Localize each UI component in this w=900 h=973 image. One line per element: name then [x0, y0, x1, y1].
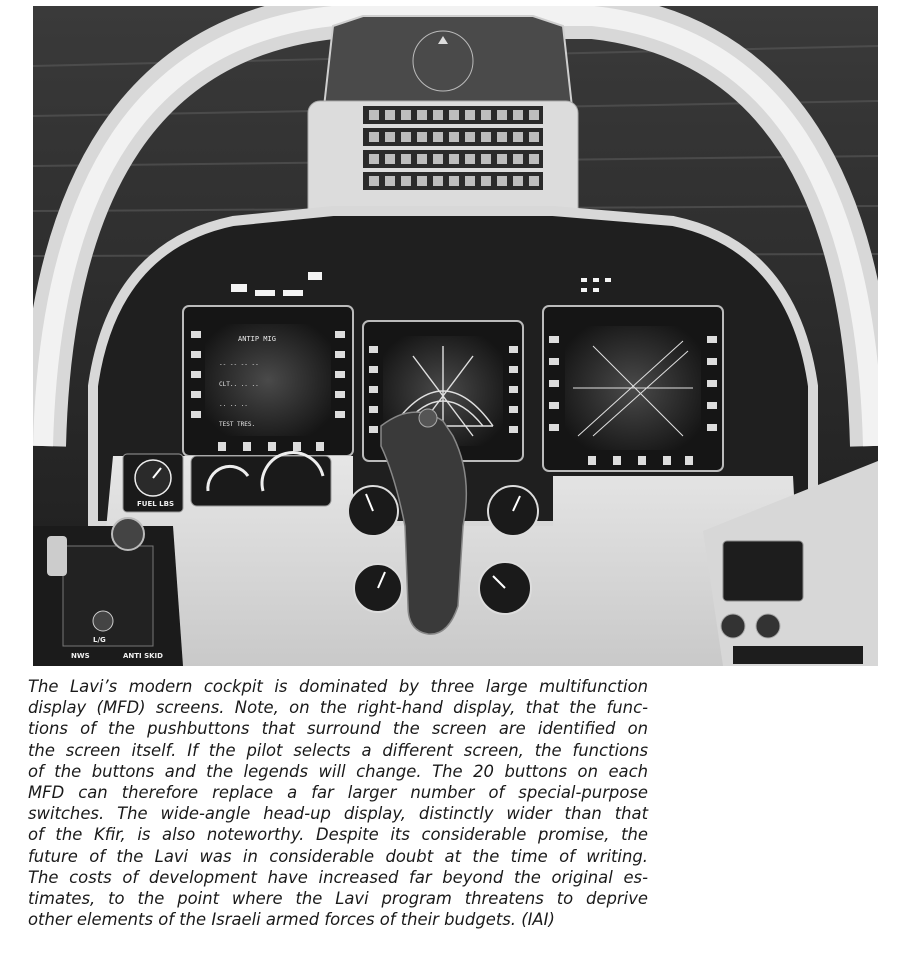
anti-skid-label: ANTI SKID — [123, 652, 163, 660]
caption-line: of the buttons and the legends will change. The 20 buttons on each — [28, 761, 648, 781]
caption-line: The costs of development have increased far beyond the original es- — [28, 867, 648, 887]
caption-line: display (MFD) screens. Note, on the right-hand display, that the func- — [28, 698, 648, 718]
svg-text:.. .. ..: .. .. .. — [219, 401, 248, 408]
caption-line: timates, to the point where the Lavi program threatens to deprive — [28, 889, 648, 909]
svg-text:-- -- -- --: -- -- -- -- — [219, 361, 259, 368]
caption-line: the screen itself. If the pilot selects a different screen, the functions — [28, 740, 648, 760]
nws-label: NWS — [71, 652, 90, 660]
cockpit-photo — [33, 6, 878, 666]
figure-caption — [28, 676, 648, 930]
svg-text:ANTIP MIG: ANTIP MIG — [238, 335, 276, 343]
cockpit-illustration — [33, 6, 878, 666]
caption-line: tions of the pushbuttons that surround the screen are identified on — [28, 719, 648, 739]
lg-label: L/G — [93, 636, 106, 644]
svg-text:CLT.. .. ..: CLT.. .. .. — [219, 381, 259, 388]
caption-line: other elements of the Israeli armed forces of their budgets. (IAI) — [28, 910, 555, 930]
caption-line: future of the Lavi was in considerable doubt at the time of writing. — [28, 846, 648, 866]
caption-line: The Lavi’s modern cockpit is dominated by three large multifunction — [28, 677, 648, 696]
caption-line: of the Kfir, is also noteworthy. Despite its considerable promise, the — [28, 825, 648, 845]
fuel-gauge-label: FUEL LBS — [137, 500, 174, 508]
caption-line: MFD can therefore replace a far larger number of special-purpose — [28, 783, 648, 803]
caption-line: switches. The wide-angle head-up display, distinctly wider than that — [28, 804, 648, 824]
svg-text:TEST TRES.: TEST TRES. — [219, 421, 256, 428]
